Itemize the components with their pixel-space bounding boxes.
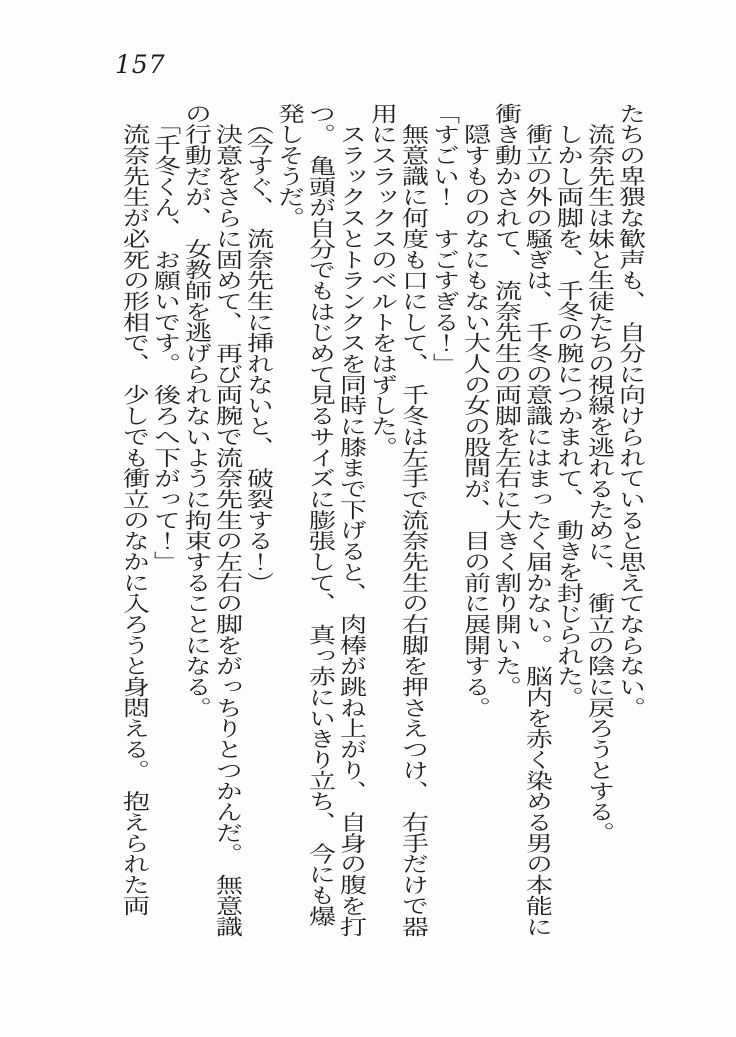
paragraph: 決意をさらに固めて、 再び両腕で流奈先生の左右の脚をがっちりとつかんだ。 無意識の行動だが、 女教師を逃げられないように拘束することになる。 bbox=[181, 103, 242, 937]
paragraph: 流奈先生は妹と生徒たちの視線を逃れるために、 衝立の陰に戻ろうとする。 bbox=[584, 103, 614, 843]
paragraph: スラックスとトランクスを同時に膝まで下げると、 肉棒が跳ね上がり、 自身の腹を打つ。 亀頭が自分でもはじめて見るサイズに膨張して、 真っ赤にいきり立ち、 今にも爆発しそうだ。 bbox=[274, 103, 366, 937]
paragraph-dialogue: 「千冬くん、 お願いです。 後ろへ下がって！」 bbox=[150, 103, 180, 572]
paragraph: 無意識に何度も口にして、 千冬は左手で流奈先生の右脚を押さえつけ、 右手だけで器用にスラックスのベルトをはずした。 bbox=[367, 103, 428, 937]
paragraph: しかし両脚を、 千冬の腕につかまれて、 動きを封じられた。 bbox=[553, 103, 583, 708]
paragraph-dialogue: 「すごい！ すごすぎる！」 bbox=[429, 103, 459, 374]
paragraph: 流奈先生が必死の形相で、 少しでも衝立のなかに入ろうと身悶える。 抱えられた両 bbox=[119, 103, 149, 916]
body-text bbox=[118, 103, 645, 941]
paragraph: 隠すもののなにもない大人の女の股間が、 目の前に展開する。 bbox=[460, 103, 490, 718]
paragraph-thought: （今すぐ、 流奈先生に挿れないと、 破裂する！） bbox=[243, 103, 273, 593]
paragraph: たちの卑猥な歓声も、 自分に向けられていると思えてならない。 bbox=[615, 103, 645, 718]
paragraph: 衝立の外の騒ぎは、 千冬の意識にはまったく届かない。 脳内を赤く染める男の本能に衝き動かされて、 流奈先生の両脚を左右に大きく割り開いた。 bbox=[491, 103, 552, 937]
page-number: 157 bbox=[115, 50, 166, 79]
